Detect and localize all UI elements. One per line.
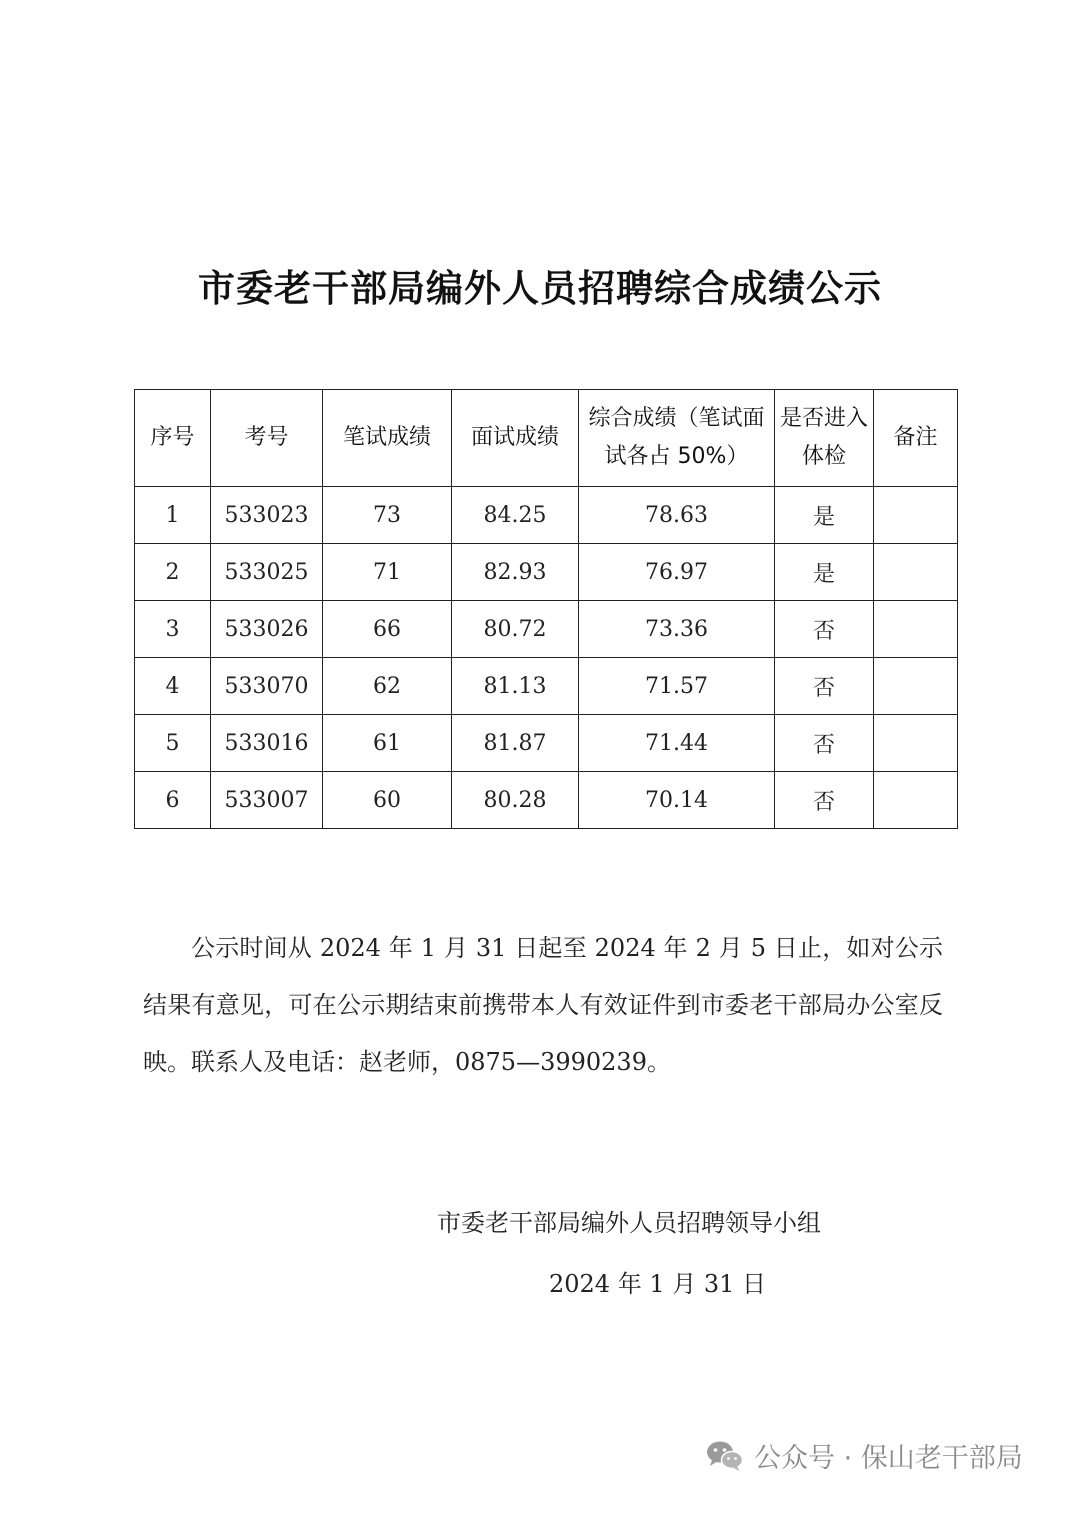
- table-row: [135, 544, 958, 601]
- cell-remarks: [874, 601, 958, 658]
- cell-seq: 5: [135, 715, 211, 772]
- table-row: [135, 601, 958, 658]
- header-total-score: 综合成绩（笔试面试各占 50%）: [579, 390, 775, 487]
- cell-exam-no: 533070: [211, 658, 323, 715]
- wechat-watermark: [706, 1436, 1023, 1475]
- cell-total-score: 76.97: [579, 544, 775, 601]
- cell-seq: 6: [135, 772, 211, 829]
- cell-interview-score: 80.28: [452, 772, 579, 829]
- document-title: 市委老干部局编外人员招聘综合成绩公示: [198, 267, 882, 310]
- table-row: [135, 715, 958, 772]
- cell-interview-score: 80.72: [452, 601, 579, 658]
- cell-total-score: 78.63: [579, 487, 775, 544]
- cell-exam-no: 533023: [211, 487, 323, 544]
- cell-written-score: 61: [323, 715, 452, 772]
- cell-medical-check: 是: [775, 487, 874, 544]
- watermark-text: 公众号 · 保山老干部局: [754, 1443, 1023, 1474]
- table-header-row: [135, 390, 958, 487]
- cell-total-score: 71.57: [579, 658, 775, 715]
- cell-interview-score: 84.25: [452, 487, 579, 544]
- table-row: [135, 772, 958, 829]
- table-row: [135, 487, 958, 544]
- cell-written-score: 60: [323, 772, 452, 829]
- cell-written-score: 66: [323, 601, 452, 658]
- cell-total-score: 70.14: [579, 772, 775, 829]
- cell-medical-check: 否: [775, 658, 874, 715]
- cell-interview-score: 81.87: [452, 715, 579, 772]
- cell-seq: 4: [135, 658, 211, 715]
- header-seq: 序号: [135, 390, 211, 487]
- cell-medical-check: 否: [775, 601, 874, 658]
- score-table: [134, 389, 958, 829]
- cell-total-score: 71.44: [579, 715, 775, 772]
- cell-remarks: [874, 658, 958, 715]
- header-exam-no: 考号: [211, 390, 323, 487]
- table-row: [135, 658, 958, 715]
- cell-interview-score: 82.93: [452, 544, 579, 601]
- cell-remarks: [874, 772, 958, 829]
- cell-total-score: 73.36: [579, 601, 775, 658]
- signature-org: 市委老干部局编外人员招聘领导小组: [437, 1209, 821, 1237]
- cell-remarks: [874, 715, 958, 772]
- cell-medical-check: 否: [775, 772, 874, 829]
- cell-seq: 1: [135, 487, 211, 544]
- cell-exam-no: 533025: [211, 544, 323, 601]
- cell-written-score: 62: [323, 658, 452, 715]
- cell-medical-check: 否: [775, 715, 874, 772]
- cell-seq: 2: [135, 544, 211, 601]
- header-written-score: 笔试成绩: [323, 390, 452, 487]
- cell-remarks: [874, 487, 958, 544]
- header-remarks: 备注: [874, 390, 958, 487]
- cell-medical-check: 是: [775, 544, 874, 601]
- cell-interview-score: 81.13: [452, 658, 579, 715]
- cell-written-score: 73: [323, 487, 452, 544]
- signature-date: 2024 年 1 月 31 日: [549, 1270, 767, 1298]
- cell-seq: 3: [135, 601, 211, 658]
- cell-remarks: [874, 544, 958, 601]
- cell-exam-no: 533026: [211, 601, 323, 658]
- cell-written-score: 71: [323, 544, 452, 601]
- notice-paragraph: 公示时间从 2024 年 1 月 31 日起至 2024 年 2 月 5 日止，如对公示结果有意见，可在公示期结束前携带本人有效证件到市委老干部局办公室反映。联系人及电话：赵老师，0875—3990239。: [143, 934, 943, 1076]
- header-medical-check: 是否进入体检: [775, 390, 874, 487]
- header-interview-score: 面试成绩: [452, 390, 579, 487]
- wechat-icon: [706, 1439, 744, 1473]
- cell-exam-no: 533016: [211, 715, 323, 772]
- cell-exam-no: 533007: [211, 772, 323, 829]
